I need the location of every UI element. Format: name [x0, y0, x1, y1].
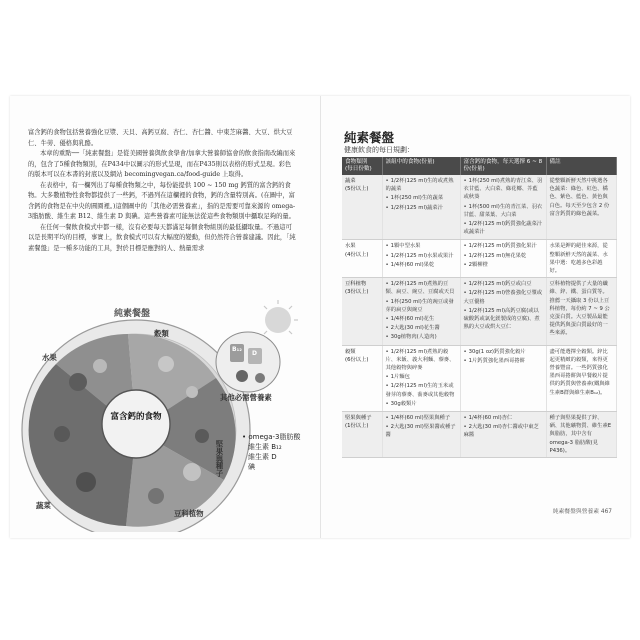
foods-cell [382, 278, 460, 345]
column-header: 食物類別 (每日份數) [342, 157, 382, 175]
list-item: • 1/4杯(60 ml)杏仁 [464, 414, 543, 422]
legumes-label: 豆科植物 [174, 509, 204, 518]
foods-cell [382, 345, 460, 411]
list-item: • 1片鈣質強化墨西哥捲餅 [464, 357, 543, 365]
table-title: 純素餐盤 [344, 130, 395, 145]
plate-title: 純素餐盤 [114, 309, 151, 319]
list-item: • 1/2杯(125 ml)水果或果汁 [386, 252, 457, 260]
list-item: • 1片麵包 [386, 373, 457, 381]
legend-item: 維生素 D [248, 453, 277, 461]
column-header: 富含鈣的食物，每天選擇 6 ~ 8 份(份量) [460, 157, 546, 175]
food-group-cell: 豆科植物 (3份以上) [342, 278, 382, 345]
list-item: • 1杯(250 ml)生的豌豆或發芽的扁豆與豌豆 [386, 298, 457, 314]
table-subtitle: 健康飲食的每日規劃： [344, 146, 414, 154]
b12-tag: B₁₂ [232, 346, 242, 353]
foods-cell [382, 240, 460, 278]
list-item: • 30g(1 oz)鈣質強化穀片 [464, 348, 543, 356]
other-nutrients-label: 其他必需營養素 [220, 393, 272, 402]
list-item: • 2大匙(30 ml)堅果醬或種子醬 [386, 423, 457, 439]
foods-cell [382, 175, 460, 240]
table-row [342, 240, 616, 278]
foods-cell [382, 412, 460, 458]
list-item: • 1/2杯(125 ml)鈣質強化果汁 [464, 242, 543, 250]
table-row [342, 345, 616, 411]
food-group-cell: 堅果與種子 (1份以上) [342, 412, 382, 458]
list-item: • 30g穀類片 [386, 400, 457, 408]
list-item: • 30g植物肉(人造肉) [386, 333, 457, 341]
list-item: • 1顆中型水果 [386, 242, 457, 250]
calcium-foods-cell [460, 278, 546, 345]
paragraph: 在任何一餐飲食模式中都一樣，沒有必要每天都滿足每個食物組別的最低攝取量。不過這可以是長期平均的目標，事實上，飲食模式可以有大幅度的變動，但仍然符合營養建議。因此，「純素餐盤」是一種多功能的工具，對於目標是應對的人、熱量需求 [28, 223, 296, 252]
list-item: • 1/2杯(125 ml)生的或煮熟的蔬菜 [386, 177, 457, 193]
calcium-circle [102, 390, 170, 458]
vegetables-label: 蔬菜 [36, 501, 51, 510]
list-item: • 1/2杯(125 ml)鈣質強化蔬菜汁或蔬菜汁 [464, 220, 543, 236]
table-row [342, 175, 616, 240]
nutrient-legend [242, 432, 300, 472]
list-item: • 1/4杯(60 ml)花生 [386, 315, 457, 323]
list-item: • 1杯(250 ml)生的蔬菜 [386, 194, 457, 202]
column-header: 該組中的食物(份量) [382, 157, 460, 175]
list-item: • 1/2杯(125 ml)營養強化豆漿或大豆優格 [464, 289, 543, 305]
column-header: 備註 [546, 157, 616, 175]
notes-cell: 從整顆新鮮天然中挑選各色蔬菜：綠色、紅色、橘色、紫色、藍色、黃色與白色。每天至少包含 2 份富含鈣質的綠色蔬菜。 [546, 175, 616, 240]
table-row [342, 278, 616, 345]
calcium-foods-cell [460, 240, 546, 278]
notes-cell: 豆科植物提供了大量的纖維、鋅、鐵、蛋白質等。推薦一天攝取 3 份以上豆科植物，每份約 7 ~ 9 公克蛋白質。大豆製品最能提供鈣與蛋白質最好的一些來源。 [546, 278, 616, 345]
list-item: • 1杯(500 ml)生的青江菜、羽衣甘藍、甜菜葉、大白菜 [464, 203, 543, 219]
book-gutter [320, 96, 321, 538]
vegan-plate-illustration [16, 300, 316, 532]
fruit-label: 水果 [42, 353, 57, 362]
legend-item: 碘 [248, 463, 255, 471]
paragraph: 在表格中，有一欄列出了每種食物類之中，每份能提供 100 ~ 150 mg 鈣質的富含鈣的食物。大多數植物性食物都提供了一些鈣，不過列在這欄裡的食物，鈣的含量特別高。(在圖中，富含鈣的食物是在中央的圓圈裡。)這個圖中的「其他必需營養素」，指的是需要可靠來源的 omega-3脂肪酸、維生素 B12、維生素 D 與碘。這些營養素可能無法從這些食物類別中攝取足夠的量。 [28, 181, 296, 220]
paragraph: 本章的重點──「純素餐盤」是從美國營養與飲食學會/加拿大營養師協會的飲食指南改編而來的，包含了5種食物類別，在P434中以圖示的形式呈現，而在P435則以表格的形式呈現。彩色的版本可以在本書的封底以及網站 becomingvegan.ca/food-guide 上取得。 [28, 150, 296, 178]
calcium-foods-cell [460, 345, 546, 411]
food-group-cell: 水果 (4份以上) [342, 240, 382, 278]
table-row [342, 412, 616, 458]
paragraph: 富含鈣的食物包括營養強化豆漿、天貝、高鈣豆腐、杏仁、杏仁醬、中東芝麻醬、大豆、烘大豆仁、牛蒡、優格與乳酪。 [28, 129, 293, 147]
calcium-foods-cell [460, 175, 546, 240]
list-item: • 1/2杯(125 ml)鈣豆或白豆 [464, 280, 543, 288]
list-item: • 1杯(250 ml)煮熟的青江菜、羽衣甘藍、大白菜、綠花椰、芥藍或秋葵 [464, 177, 543, 202]
sun-icon [265, 307, 291, 333]
legend-item: • omega-3脂肪酸 [242, 433, 301, 441]
list-item: • 1/4杯(60 ml)堅果與種子 [386, 414, 457, 422]
notes-cell: 盡可能選擇全穀類。鋅比起更精緻的穀類，來得更營養豐富。一些鈣質強化墨西哥捲餅與早餐穀片提供的鈣質與營養素(鐵與維生素B群與維生素B₁₂)。 [546, 345, 616, 411]
table-header-row [342, 157, 616, 175]
calcium-foods-cell [460, 412, 546, 458]
list-item: • 1/2杯(125 ml)高鈣豆腐(或以硫酸鈣或氯化鎂製成的豆腐)、煮熟的大豆或烘大豆仁 [464, 307, 543, 332]
list-item: • 1/2杯(125 ml)生的玉米或發芽的藜麥、蕎麥或其他穀物 [386, 382, 457, 398]
vegan-plate-table [342, 157, 617, 458]
list-item: • 1/2杯(125 ml)煮熟的豆類、扁豆、豌豆、豆腐或天貝 [386, 280, 457, 296]
calcium-foods-label: 富含鈣的食物 [110, 412, 162, 422]
list-item: • 2大匙(30 ml)杏仁醬或中東芝麻醬 [464, 423, 543, 439]
list-item: • 2顆柳橙 [464, 261, 543, 269]
list-item: • 1/2杯(125 ml)蔬菜汁 [386, 204, 457, 212]
page-footer: 純素餐盤與營養素 467 [552, 509, 612, 515]
list-item: • 1/4杯(60 ml)果乾 [386, 261, 457, 269]
legend-item: 維生素 B₁₂ [248, 443, 282, 451]
food-group-cell: 穀類 (6份以上) [342, 345, 382, 411]
nuts-label: 堅果與種子 [215, 440, 224, 477]
left-page-body [28, 128, 296, 254]
table-body [342, 175, 616, 458]
list-item: • 1/2杯(125 ml)無花果乾 [464, 252, 543, 260]
grains-label: 穀類 [154, 329, 169, 338]
notes-cell: 種子與堅果提供了鋅、硒、其他礦物質、維生素E與脂肪，其中含有 omega-3 脂肪酸(見P436)。 [546, 412, 616, 458]
list-item: • 2大匙(30 ml)花生醬 [386, 324, 457, 332]
d-tag: D [252, 350, 257, 357]
notes-cell: 水果是鉀的絕佳來源，從整顆新鮮天然的蔬菜、水果中選：吃越多色彩越好。 [546, 240, 616, 278]
list-item: • 1/2杯(125 ml)煮熟的穀片、米飯、義大利麵、藜麥、其他穀物與碎麥 [386, 348, 457, 373]
food-group-cell: 蔬菜 (5份以上) [342, 175, 382, 240]
